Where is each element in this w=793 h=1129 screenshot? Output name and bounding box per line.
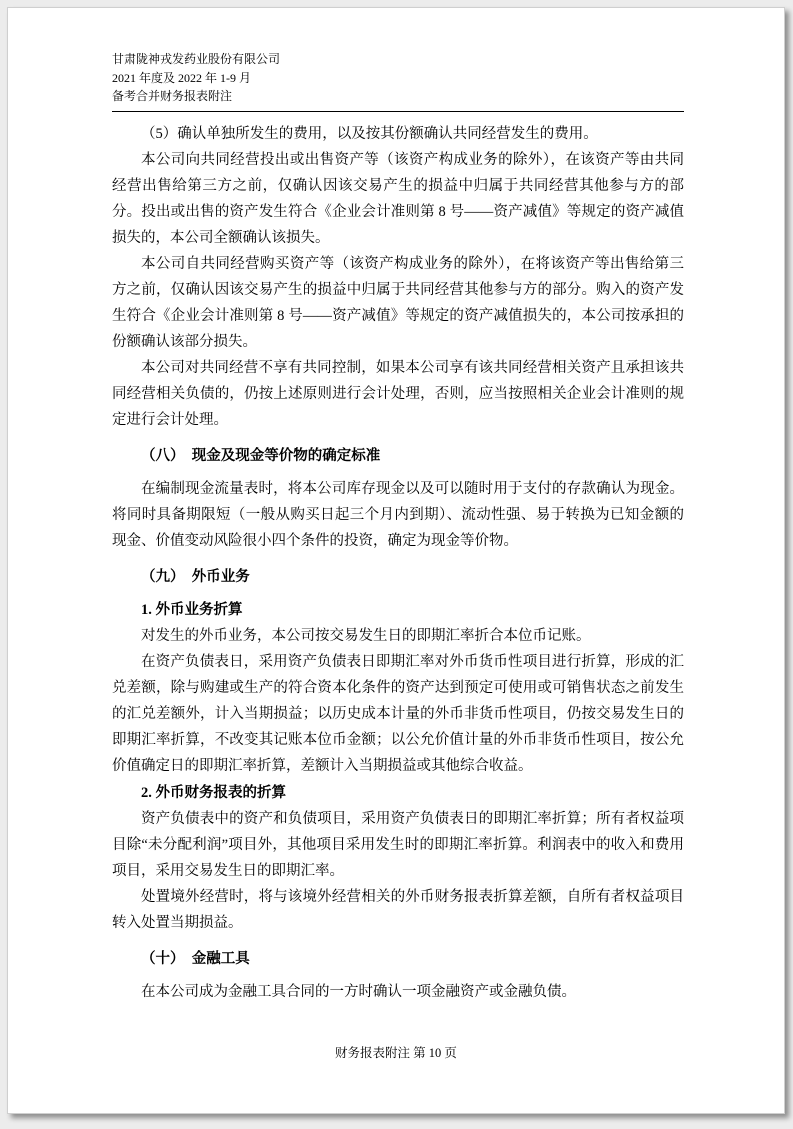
paragraph-fx-statement-items: 资产负债表中的资产和负债项目，采用资产负债表日的即期汇率折算；所有者权益项目除“未分配利润”项目外，其他项目采用发生时的即期汇率折算。利润表中的收入和费用项目，采用交易发生日的即期汇率。 bbox=[112, 810, 684, 879]
paragraph-asset-contribution-sale: 本公司向共同经营投出或出售资产等（该资产构成业务的除外），在该资产等由共同经营出售给第三方之前，仅确认因该交易产生的损益中归属于共同经营其他参与方的部分。投出或出售的资产发生符合《企业会计准则第 8 号——资产减值》等规定的资产减值损失的，本公司全额确认该损失。 bbox=[112, 151, 684, 246]
section-heading-10-financial-instruments: （十） 金融工具 bbox=[141, 950, 250, 967]
paragraph-fx-spot-rate: 对发生的外币业务，本公司按交易发生日的即期汇率折合本位币记账。 bbox=[141, 627, 591, 644]
document-page bbox=[7, 7, 785, 1114]
paragraph-no-joint-control: 本公司对共同经营不享有共同控制，如果本公司享有该共同经营相关资产且承担该共同经营相关负债的，仍按上述原则进行会计处理，否则，应当按照相关企业会计准则的规定进行会计处理。 bbox=[112, 359, 684, 428]
paragraph-fx-balance-sheet-date: 在资产负债表日，采用资产负债表日即期汇率对外币货币性项目进行折算，形成的汇兑差额，除与购建或生产的符合资本化条件的资产达到预定可使用或可销售状态之前发生的汇兑差额外，计入当期损益；以历史成本计量的外币非货币性项目，仍按交易发生日的即期汇率折算，不改变其记账本位币金额；以公允价值计量的外币非货币性项目，按公允价值确定日的即期汇率折算，差额计入当期损益或其他综合收益。 bbox=[112, 653, 684, 774]
paragraph-cash-equivalents-criteria: 在编制现金流量表时，将本公司库存现金以及可以随时用于支付的存款确认为现金。将同时具备期限短（一般从购买日起三个月内到期）、流动性强、易于转换为已知金额的现金、价值变动风险很小四个条件的投资，确定为现金等价物。 bbox=[112, 480, 684, 549]
paragraph-foreign-operation-disposal: 处置境外经营时，将与该境外经营相关的外币财务报表折算差额，自所有者权益项目转入处置当期损益。 bbox=[112, 888, 684, 931]
section-heading-8-cash-equivalents: （八） 现金及现金等价物的确定标准 bbox=[141, 447, 381, 464]
header-company-name: 甘肃陇神戎发药业股份有限公司 bbox=[112, 52, 281, 66]
paragraph-asset-purchase: 本公司自共同经营购买资产等（该资产构成业务的除外），在将该资产等出售给第三方之前，仅确认因该交易产生的损益中归属于共同经营其他参与方的部分。购入的资产发生符合《企业会计准则第 8 号——资产减值》等规定的资产减值损失的，本公司按承担的份额确认该部分损失。 bbox=[112, 255, 684, 350]
header-report-period: 2021 年度及 2022 年 1-9 月 bbox=[112, 70, 251, 85]
subheading-2-fx-statements-translation: 2. 外币财务报表的折算 bbox=[141, 784, 286, 801]
page-footer: 财务报表附注 第 10 页 bbox=[335, 1046, 457, 1060]
document-body bbox=[112, 112, 684, 1005]
header-document-title: 备考合并财务报表附注 bbox=[112, 89, 233, 103]
paragraph-joint-operation-expense: （5）确认单独所发生的费用，以及按其份额确认共同经营发生的费用。 bbox=[141, 125, 598, 142]
page-header bbox=[112, 50, 684, 112]
page-content bbox=[8, 8, 784, 1005]
subheading-1-fx-translation: 1. 外币业务折算 bbox=[141, 601, 243, 618]
paragraph-financial-instrument-recognition: 在本公司成为金融工具合同的一方时确认一项金融资产或金融负债。 bbox=[141, 983, 576, 1000]
section-heading-9-foreign-currency: （九） 外币业务 bbox=[141, 568, 250, 585]
